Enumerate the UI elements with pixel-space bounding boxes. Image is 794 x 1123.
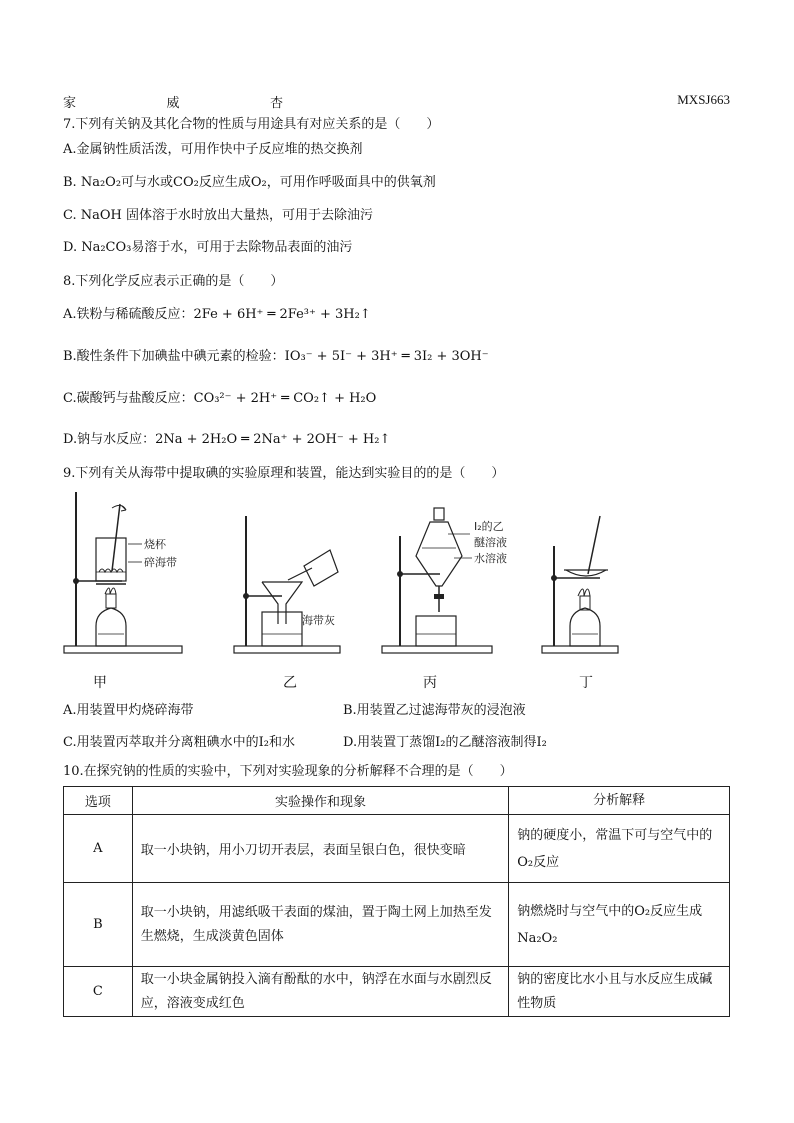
- q7-stem: 7.下列有关钠及其化合物的性质与用途具有对应关系的是（ ）: [63, 117, 440, 132]
- header-char-1: 家: [63, 96, 77, 111]
- header-char-3: 杏: [269, 96, 283, 111]
- table-row: [64, 815, 730, 883]
- header-operation: 实验操作和现象: [132, 787, 509, 815]
- row-b-option: B: [64, 883, 133, 967]
- label-i2-ether-2: 醚溶液: [474, 536, 507, 549]
- row-c-operation: 取一小块金属钠投入滴有酚酞的水中，钠浮在水面与水剧烈反应，溶液变成红色: [132, 967, 509, 1017]
- q8-option-a: A.铁粉与稀硫酸反应：2Fe + 6H⁺ ═ 2Fe³⁺ + 3H₂↑: [63, 307, 371, 322]
- q8-option-c: C.碳酸钙与盐酸反应：CO₃²⁻ + 2H⁺ ═ CO₂↑ + H₂O: [63, 391, 377, 406]
- apparatus-ding: [540, 486, 630, 666]
- row-c-option: C: [64, 967, 133, 1017]
- table-row: [64, 883, 730, 967]
- q7-option-a: A.金属钠性质活泼，可用作快中子反应堆的热交换剂: [63, 142, 363, 157]
- q10-table: [63, 786, 730, 1017]
- label-i2-ether-1: I₂的乙: [474, 520, 504, 533]
- header-option: 选项: [64, 787, 133, 815]
- row-b-explanation: 钠燃烧时与空气中的O₂反应生成Na₂O₂: [509, 883, 730, 967]
- row-a-explanation: 钠的硬度小，常温下可与空气中的O₂反应: [509, 815, 730, 883]
- header-watermark: [63, 92, 283, 111]
- q8-stem: 8.下列化学反应表示正确的是（ ）: [63, 274, 284, 289]
- q9-option-d: D.用装置丁蒸馏I₂的乙醚溶液制得I₂: [343, 735, 547, 750]
- row-c-explanation: 钠的密度比水小且与水反应生成碱性物质: [509, 967, 730, 1017]
- q8-option-d: D.钠与水反应：2Na + 2H₂O ═ 2Na⁺ + 2OH⁻ + H₂↑: [63, 432, 391, 447]
- q9-option-b: B.用装置乙过滤海带灰的浸泡液: [343, 703, 526, 718]
- label-kelp: 碎海带: [144, 556, 177, 569]
- header-explanation: 分析解释: [509, 787, 730, 815]
- row-a-operation: 取一小块钠，用小刀切开表层，表面呈银白色，很快变暗: [132, 815, 509, 883]
- q10-stem: 10.在探究钠的性质的实验中，下列对实验现象的分析解释不合理的是（ ）: [63, 764, 513, 779]
- q7-option-c: C. NaOH 固体溶于水时放出大量热，可用于去除油污: [63, 208, 374, 223]
- label-ash: 海带灰: [302, 614, 335, 627]
- caption-ding: 丁: [579, 675, 593, 691]
- table-row: [64, 967, 730, 1017]
- q7-option-b: B. Na₂O₂可与水或CO₂反应生成O₂，可用作呼吸面具中的供氧剂: [63, 175, 436, 190]
- q9-option-a: A.用装置甲灼烧碎海带: [63, 703, 194, 718]
- label-beaker: 烧杯: [144, 538, 166, 551]
- table-header-row: [64, 787, 730, 815]
- row-a-option: A: [64, 815, 133, 883]
- q7-option-d: D. Na₂CO₃易溶于水，可用于去除物品表面的油污: [63, 240, 353, 255]
- q9-stem: 9.下列有关从海带中提取碘的实验原理和装置，能达到实验目的的是（ ）: [63, 466, 505, 481]
- header-char-2: 威: [166, 96, 180, 111]
- q8-option-b: B.酸性条件下加碘盐中碘元素的检验：IO₃⁻ + 5I⁻ + 3H⁺ ═ 3I₂ + 3OH⁻: [63, 349, 489, 364]
- q9-option-c: C.用装置丙萃取并分离粗碘水中的I₂和水: [63, 735, 295, 750]
- header-code: MXSJ663: [677, 92, 730, 107]
- row-b-operation: 取一小块钠，用滤纸吸干表面的煤油，置于陶土网上加热至发生燃烧，生成淡黄色固体: [132, 883, 509, 967]
- caption-jia: 甲: [93, 675, 107, 691]
- caption-yi: 乙: [283, 675, 297, 691]
- apparatus-yi: [232, 486, 362, 666]
- apparatus-bing: [380, 486, 525, 666]
- label-aqueous: 水溶液: [474, 552, 507, 565]
- caption-bing: 丙: [423, 675, 437, 691]
- apparatus-jia: [62, 486, 207, 666]
